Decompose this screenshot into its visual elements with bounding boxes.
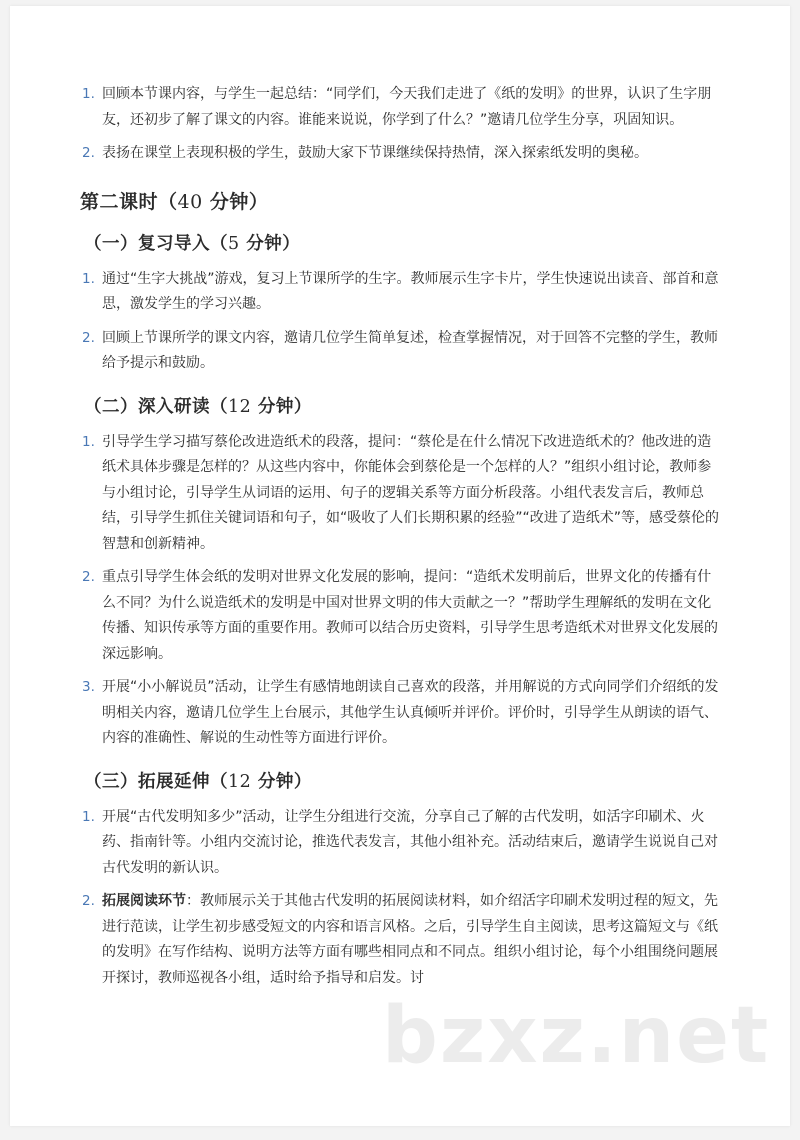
section-list: [82, 267, 722, 377]
list-item: [82, 326, 722, 377]
list-number: 2.: [82, 569, 95, 585]
list-text: ：教师展示关于其他古代发明的拓展阅读材料，如介绍活字印刷术发明过程的短文，先进行范读，让学生初步感受短文的内容和语言风格。之后，引导学生自主阅读，思考这篇短文与《纸的发明》在写作结构、说明方法等方面有哪些相同点和不同点。组织小组讨论，每个小组围绕问题展开探讨，教师巡视各小组，适时给予指导和启发。讨: [102, 893, 718, 986]
list-item: [82, 82, 722, 133]
list-number: 1.: [82, 433, 95, 450]
list-number: 1.: [82, 808, 95, 825]
lesson-heading: [80, 187, 722, 214]
list-text: 引导学生学习描写蔡伦改进造纸术的段落，提问：“蔡伦是在什么情况下改进造纸术的？他改进的造纸术具体步骤是怎样的？从这些内容中，你能体会到蔡伦是一个怎样的人？”组织小组讨论，教师参与小组讨论，引导学生从词语的运用、句子的逻辑关系等方面分析段落。小组代表发言后，教师总结，引导学生抓住关键词语和句子，如“吸收了人们长期积累的经验”“改进了造纸术”等，感受蔡伦的智慧和创新精神。: [102, 433, 720, 552]
list-item: [82, 675, 722, 752]
heading-text: 分钟）: [251, 771, 312, 792]
list-text: 开展“小小解说员”活动，让学生有感情地朗读自己喜欢的段落，并用解说的方式向同学们介绍纸的发明相关内容，邀请几位学生上台展示，其他学生认真倾听并评价。评价时，引导学生从朗读的语气、内容的准确性、解说的生动性等方面进行评价。: [102, 679, 719, 746]
heading-text: 分钟）: [202, 190, 269, 213]
list-lead-text: 拓展阅读环节: [102, 893, 186, 909]
list-text: 回顾上节课所学的课文内容，邀请几位学生简单复述，检查掌握情况，对于回答不完整的学生，教师给予提示和鼓励。: [102, 329, 718, 371]
list-item: [82, 565, 722, 667]
section-heading: [84, 230, 722, 255]
list-item: [82, 889, 722, 991]
list-item: [82, 430, 722, 558]
list-item: [82, 141, 722, 167]
section-heading: [84, 393, 722, 418]
list-text: 通过“生字大挑战”游戏，复习上节课所学的生字。教师展示生字卡片，学生快速说出读音、部首和意思，激发学生的学习兴趣。: [102, 270, 719, 312]
heading-number: 5: [228, 233, 240, 254]
intro-list: [82, 82, 722, 167]
heading-number: 12: [228, 771, 252, 792]
list-item: [82, 805, 722, 882]
list-number: 2.: [82, 329, 95, 346]
heading-text: 第二课时（: [80, 190, 178, 213]
section-list: [82, 430, 722, 752]
list-number: 2.: [82, 893, 95, 909]
list-number: 1.: [82, 86, 95, 102]
heading-text: （一）复习导入（: [84, 233, 228, 254]
heading-text: 分钟）: [239, 233, 301, 254]
heading-number: 12: [228, 396, 252, 417]
list-number: 2.: [82, 145, 95, 161]
heading-text: （三）拓展延伸（: [84, 771, 228, 792]
section-list: [82, 805, 722, 992]
watermark: bzxz.net: [382, 991, 771, 1081]
list-number: 3.: [82, 679, 95, 695]
list-item: [82, 267, 722, 318]
document-content: [82, 82, 722, 999]
heading-text: （二）深入研读（: [84, 396, 228, 417]
heading-text: 分钟）: [251, 396, 312, 417]
list-number: 1.: [82, 270, 95, 287]
list-text: 开展“古代发明知多少”活动，让学生分组进行交流，分享自己了解的古代发明，如活字印刷术、火药、指南针等。小组内交流讨论，推选代表发言，其他小组补充。活动结束后，邀请学生说说自己对古代发明的新认识。: [102, 808, 718, 876]
list-text: 重点引导学生体会纸的发明对世界文化发展的影响，提问：“造纸术发明前后，世界文化的传播有什么不同？为什么说造纸术的发明是中国对世界文明的伟大贡献之一？”帮助学生理解纸的发明在文化传播、知识传承等方面的重要作用。教师可以结合历史资料，引导学生思考造纸术对世界文化发展的深远影响。: [102, 569, 718, 662]
section-heading: [84, 768, 722, 793]
heading-number: 40: [177, 190, 203, 213]
list-text: 回顾本节课内容，与学生一起总结：“同学们，今天我们走进了《纸的发明》的世界，认识了生字朋友，还初步了解了课文的内容。谁能来说说，你学到了什么？”邀请几位学生分享，巩固知识。: [102, 86, 712, 128]
list-text: 表扬在课堂上表现积极的学生，鼓励大家下节课继续保持热情，深入探索纸发明的奥秘。: [102, 145, 648, 161]
document-page: [10, 6, 790, 1126]
